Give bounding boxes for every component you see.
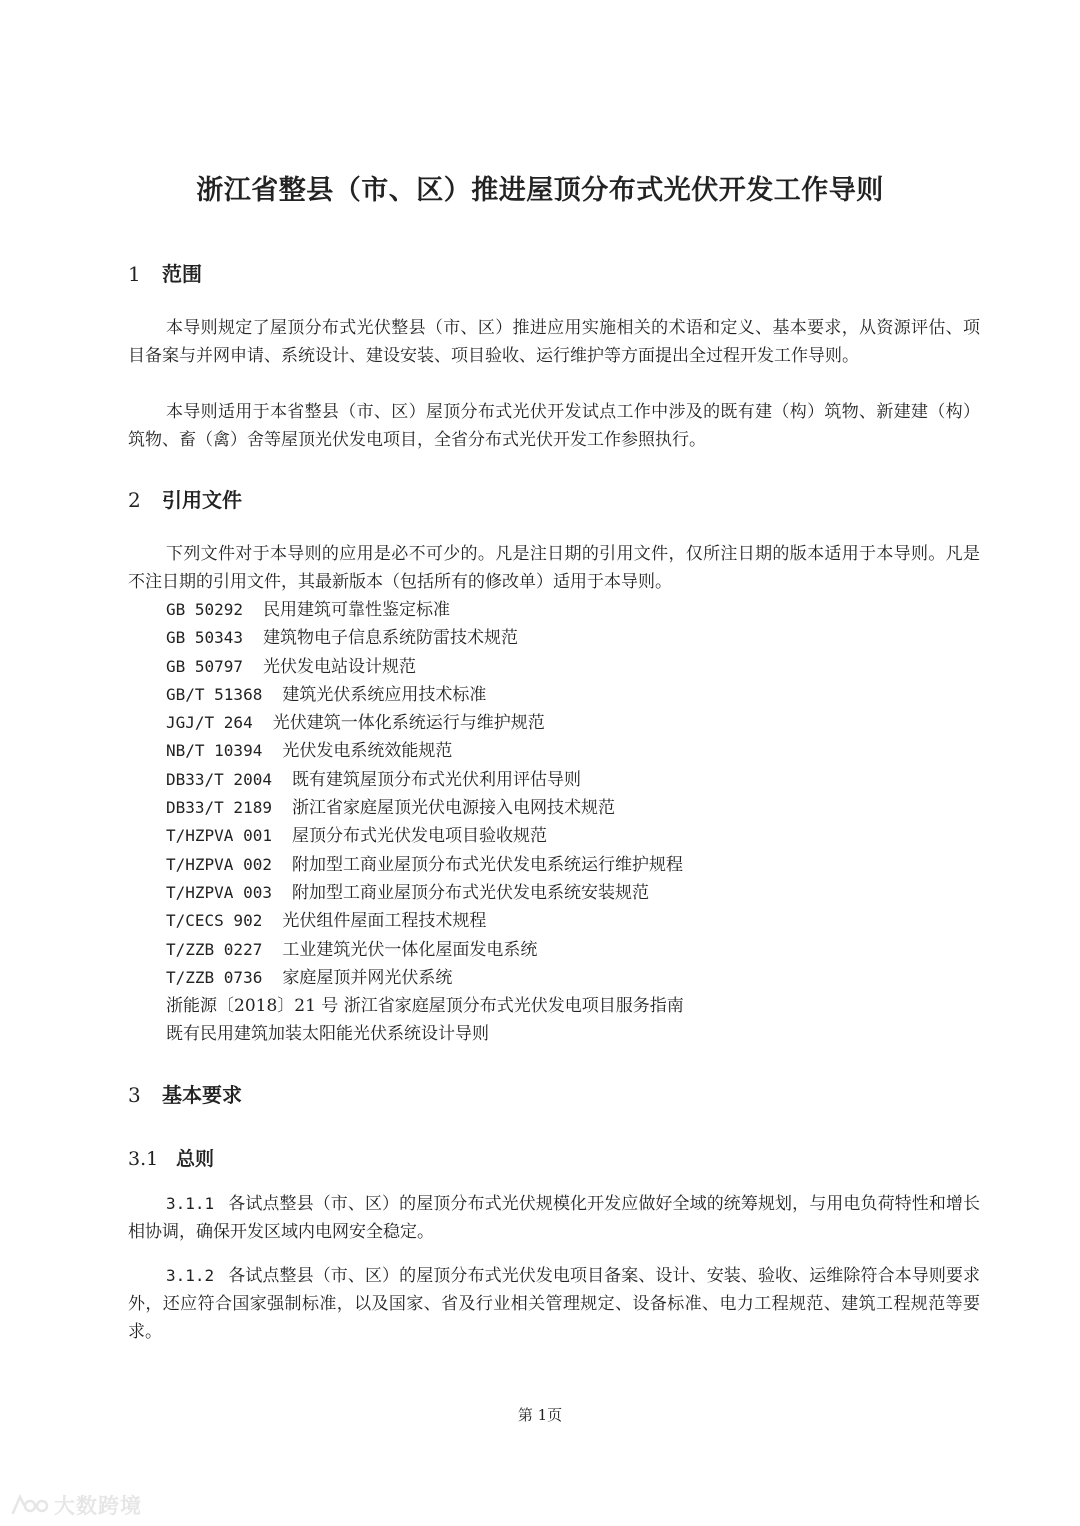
reference-name: 屋顶分布式光伏发电项目验收规范 bbox=[291, 826, 547, 847]
reference-item bbox=[166, 766, 986, 794]
clause-text: 各试点整县（市、区）的屋顶分布式光伏规模化开发应做好全域的统筹规划，与用电负荷特性和增长相协调，确保开发区域内电网安全稳定。 bbox=[128, 1194, 980, 1242]
section-3-heading bbox=[128, 1079, 242, 1108]
reference-name: 光伏发电系统效能规范 bbox=[282, 741, 453, 762]
reference-name: 建筑光伏系统应用技术标准 bbox=[282, 684, 487, 705]
section-2-intro: 下列文件对于本导则的应用是必不可少的。凡是注日期的引用文件，仅所注日期的版本适用于本导则。凡是不注日期的引用文件，其最新版本（包括所有的修改单）适用于本导则。 bbox=[128, 544, 980, 592]
reference-code: JGJ/T 264 bbox=[166, 713, 253, 733]
section-1-paragraph-2: 本导则适用于本省整县（市、区）屋顶分布式光伏开发试点工作中涉及的既有建（构）筑物、新建建（构）筑物、畜（禽）舍等屋顶光伏发电项目，全省分布式光伏开发工作参照执行。 bbox=[128, 402, 980, 450]
reference-name: 光伏组件屋面工程技术规程 bbox=[282, 911, 487, 932]
reference-item bbox=[166, 737, 986, 765]
section-1-paragraph-1: 本导则规定了屋顶分布式光伏整县（市、区）推进应用实施相关的术语和定义、基本要求，从资源评估、项目备案与并网申请、系统设计、建设安装、项目验收、运行维护等方面提出全过程开发工作导则。 bbox=[128, 318, 980, 366]
subsection-3-1-number: 3.1 bbox=[128, 1148, 159, 1170]
reference-code: GB 50343 bbox=[166, 628, 244, 648]
section-3-number: 3 bbox=[128, 1083, 141, 1107]
reference-item-special: 浙能源〔2018〕21 号 浙江省家庭屋顶分布式光伏发电项目服务指南 bbox=[166, 996, 684, 1017]
document-title: 浙江省整县（市、区）推进屋顶分布式光伏开发工作导则 bbox=[196, 175, 884, 206]
reference-item bbox=[166, 907, 986, 935]
watermark-text: 大数跨境 bbox=[54, 1494, 142, 1518]
reference-code: GB 50797 bbox=[166, 656, 244, 676]
reference-code: T/ZZB 0227 bbox=[166, 939, 263, 959]
reference-item bbox=[166, 596, 986, 624]
section-3-title: 基本要求 bbox=[162, 1083, 242, 1107]
reference-name: 附加型工商业屋顶分布式光伏发电系统运行维护规程 bbox=[291, 854, 683, 875]
reference-item bbox=[166, 879, 986, 907]
subsection-3-1-heading bbox=[128, 1144, 214, 1171]
reference-item bbox=[166, 851, 986, 879]
section-1-heading bbox=[128, 258, 202, 287]
reference-item bbox=[166, 681, 986, 709]
reference-item bbox=[166, 822, 986, 850]
reference-code: T/HZPVA 003 bbox=[166, 882, 272, 902]
reference-item bbox=[166, 936, 986, 964]
section-2-number: 2 bbox=[128, 488, 141, 512]
reference-code: T/ZZB 0736 bbox=[166, 967, 263, 987]
reference-name: 既有建筑屋顶分布式光伏利用评估导则 bbox=[291, 769, 581, 790]
reference-item-last: 既有民用建筑加装太阳能光伏系统设计导则 bbox=[166, 1024, 489, 1045]
clause-3-1-1 bbox=[128, 1190, 980, 1246]
reference-code: T/HZPVA 001 bbox=[166, 826, 272, 846]
reference-item bbox=[166, 653, 986, 681]
clause-number: 3.1.1 bbox=[166, 1194, 215, 1213]
reference-code: GB 50292 bbox=[166, 600, 244, 619]
clause-3-1-2 bbox=[128, 1262, 980, 1346]
reference-list bbox=[166, 596, 986, 1049]
dashuju-logo-icon bbox=[10, 1493, 50, 1517]
reference-item bbox=[166, 794, 986, 822]
reference-name: 民用建筑可靠性鉴定标准 bbox=[263, 600, 451, 620]
reference-name: 浙江省家庭屋顶光伏电源接入电网技术规范 bbox=[291, 798, 615, 819]
reference-name: 光伏发电站设计规范 bbox=[263, 656, 417, 677]
section-1-number: 1 bbox=[128, 262, 141, 286]
reference-name: 建筑物电子信息系统防雷技术规范 bbox=[263, 628, 519, 649]
reference-code: T/CECS 902 bbox=[166, 911, 263, 931]
reference-code: NB/T 10394 bbox=[166, 741, 263, 761]
reference-name: 工业建筑光伏一体化屋面发电系统 bbox=[282, 939, 538, 960]
reference-name: 光伏建筑一体化系统运行与维护规范 bbox=[272, 713, 545, 734]
reference-item bbox=[166, 964, 986, 992]
reference-name: 附加型工商业屋顶分布式光伏发电系统安装规范 bbox=[291, 882, 649, 903]
reference-item bbox=[166, 624, 986, 652]
clause-number: 3.1.2 bbox=[166, 1266, 215, 1285]
watermark bbox=[10, 1490, 142, 1520]
reference-name: 家庭屋顶并网光伏系统 bbox=[282, 967, 453, 988]
reference-item bbox=[166, 709, 986, 737]
clause-text: 各试点整县（市、区）的屋顶分布式光伏发电项目备案、设计、安装、验收、运维除符合本导则要求外，还应符合国家强制标准，以及国家、省及行业相关管理规定、设备标准、电力工程规范、建筑工程规范等要求。 bbox=[128, 1266, 980, 1342]
reference-code: GB/T 51368 bbox=[166, 684, 263, 704]
section-2-heading bbox=[128, 484, 242, 513]
reference-code: DB33/T 2189 bbox=[166, 798, 272, 818]
section-1-title: 范围 bbox=[162, 262, 202, 286]
subsection-3-1-title: 总则 bbox=[176, 1148, 215, 1170]
reference-code: DB33/T 2004 bbox=[166, 769, 272, 789]
page-number: 第 1页 bbox=[517, 1406, 563, 1424]
reference-code: T/HZPVA 002 bbox=[166, 854, 272, 874]
section-2-title: 引用文件 bbox=[162, 488, 242, 512]
